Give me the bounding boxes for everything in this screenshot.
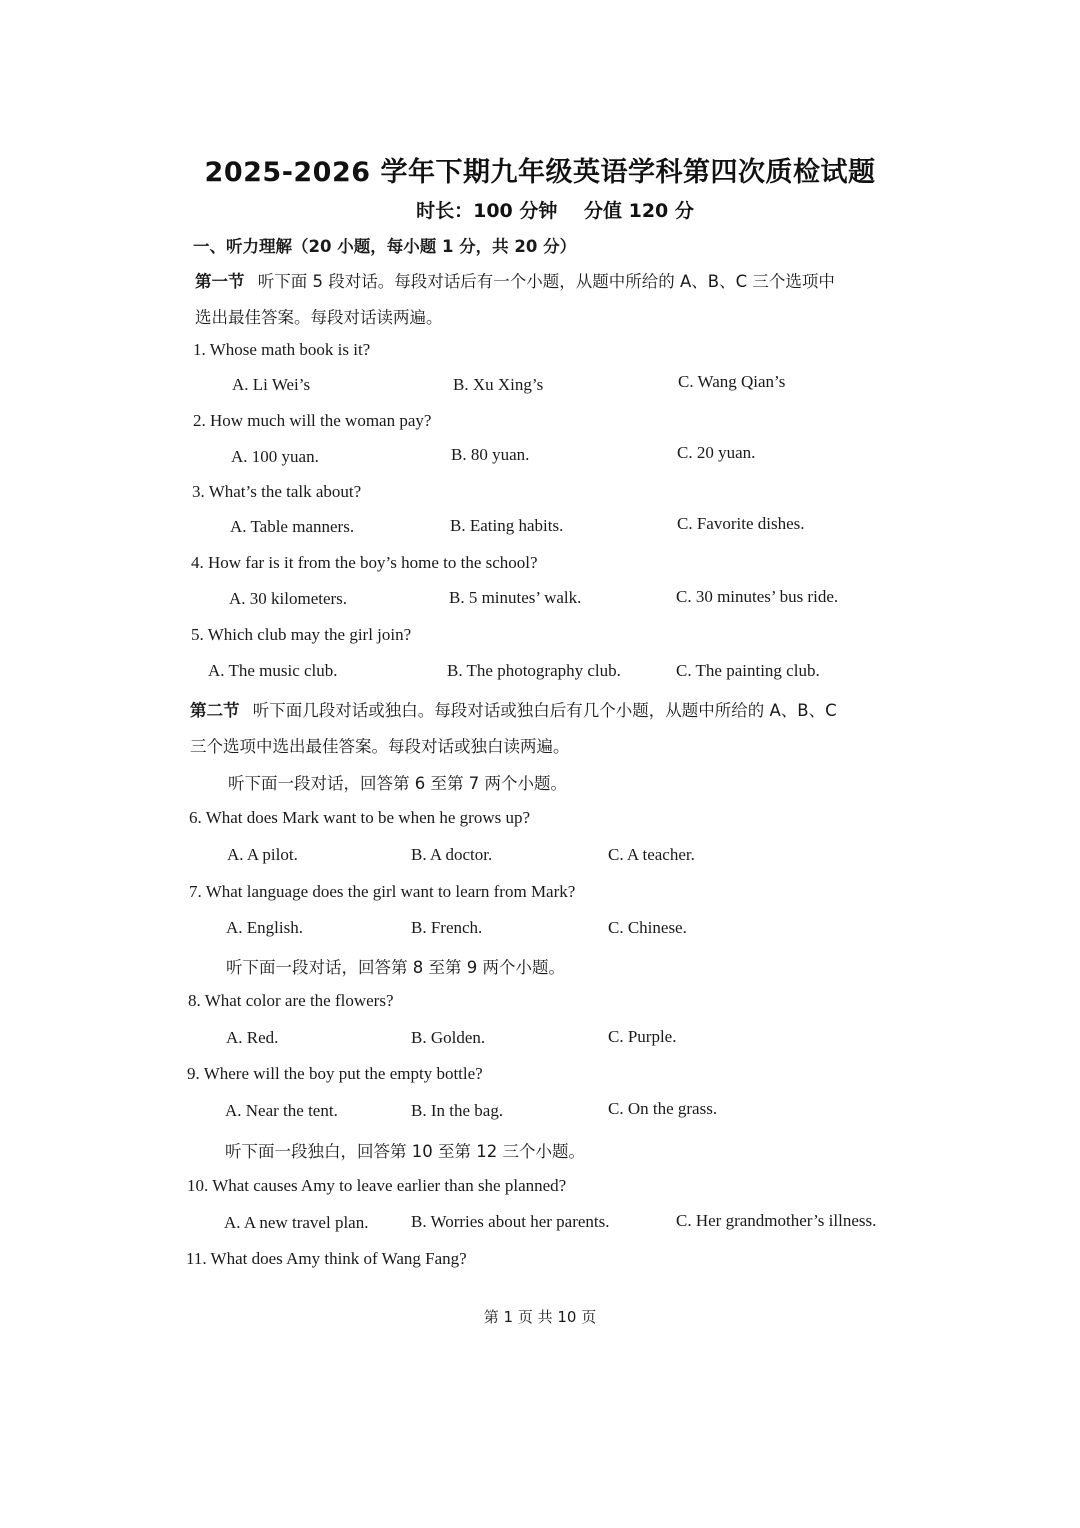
question-7-option-a: A. English. [226,918,303,937]
question-5-option-a: A. The music club. [208,661,338,680]
question-1: 1. Whose math book is it? [193,340,371,359]
section1-instruction-line1 [195,268,835,292]
question-1-option-a: A. Li Wei’s [232,375,311,394]
exam-title: 2025-2026 学年下期九年级英语学科第四次质检试题 [204,157,876,188]
question-2-option-a: A. 100 yuan. [231,447,319,466]
question-5-option-c: C. The painting club. [676,661,820,680]
question-8: 8. What color are the flowers? [188,991,394,1010]
question-6-option-b: B. A doctor. [411,845,493,864]
section2-label: 第二节 [190,701,240,720]
question-9: 9. Where will the boy put the empty bottle? [187,1064,483,1083]
note-q6-7: 听下面一段对话，回答第 6 至第 7 两个小题。 [228,774,567,793]
exam-duration: 时长：100 分钟 [416,200,558,222]
question-10: 10. What causes Amy to leave earlier than she planned? [187,1176,567,1195]
question-4: 4. How far is it from the boy’s home to the school? [191,553,538,572]
part1-heading: 一、听力理解（20 小题，每小题 1 分，共 20 分） [193,237,577,256]
section2-instruction-text: 听下面几段对话或独白。每段对话或独白后有几个小题，从题中所给的 A、B、C [252,701,837,720]
question-7-option-c: C. Chinese. [608,918,687,937]
question-3: 3. What’s the talk about? [192,482,362,501]
question-10-option-b: B. Worries about her parents. [411,1212,610,1231]
question-9-option-c: C. On the grass. [608,1099,718,1118]
question-3-option-c: C. Favorite dishes. [677,514,805,533]
note-q10-12: 听下面一段独白，回答第 10 至第 12 三个小题。 [225,1142,585,1161]
question-4-option-b: B. 5 minutes’ walk. [449,588,582,607]
question-4-option-c: C. 30 minutes’ bus ride. [676,587,839,606]
question-8-option-a: A. Red. [226,1028,279,1047]
question-7: 7. What language does the girl want to learn from Mark? [189,882,576,901]
question-4-option-a: A. 30 kilometers. [229,589,348,608]
question-11: 11. What does Amy think of Wang Fang? [186,1249,467,1268]
note-q8-9: 听下面一段对话，回答第 8 至第 9 两个小题。 [226,958,565,977]
section2-instruction-line2: 三个选项中选出最佳答案。每段对话或独白读两遍。 [190,737,570,756]
question-3-option-a: A. Table manners. [230,517,355,536]
question-3-option-b: B. Eating habits. [450,516,564,535]
question-1-option-b: B. Xu Xing’s [453,375,544,394]
exam-score: 分值 120 分 [584,200,694,222]
question-8-option-b: B. Golden. [411,1028,486,1047]
question-9-option-b: B. In the bag. [411,1101,504,1120]
question-6: 6. What does Mark want to be when he grows up? [189,808,531,827]
question-7-option-b: B. French. [411,918,483,937]
page-footer: 第 1 页 共 10 页 [483,1308,597,1326]
question-9-option-a: A. Near the tent. [225,1101,338,1120]
question-2-option-b: B. 80 yuan. [451,445,530,464]
section1-instruction-line2: 选出最佳答案。每段对话读两遍。 [195,308,443,327]
question-10-option-c: C. Her grandmother’s illness. [676,1211,877,1230]
question-5: 5. Which club may the girl join? [191,625,412,644]
question-5-option-b: B. The photography club. [447,661,621,680]
section1-instruction-text: 听下面 5 段对话。每段对话后有一个小题，从题中所给的 A、B、C 三个选项中 [257,272,835,291]
question-1-option-c: C. Wang Qian’s [678,372,786,391]
question-6-option-c: C. A teacher. [608,845,695,864]
question-10-option-a: A. A new travel plan. [224,1213,369,1232]
question-2-option-c: C. 20 yuan. [677,443,756,462]
question-8-option-c: C. Purple. [608,1027,677,1046]
question-2: 2. How much will the woman pay? [193,411,432,430]
section2-instruction-line1 [190,697,837,721]
exam-subtitle [0,196,1080,223]
question-6-option-a: A. A pilot. [227,845,298,864]
section1-label: 第一节 [195,272,245,291]
